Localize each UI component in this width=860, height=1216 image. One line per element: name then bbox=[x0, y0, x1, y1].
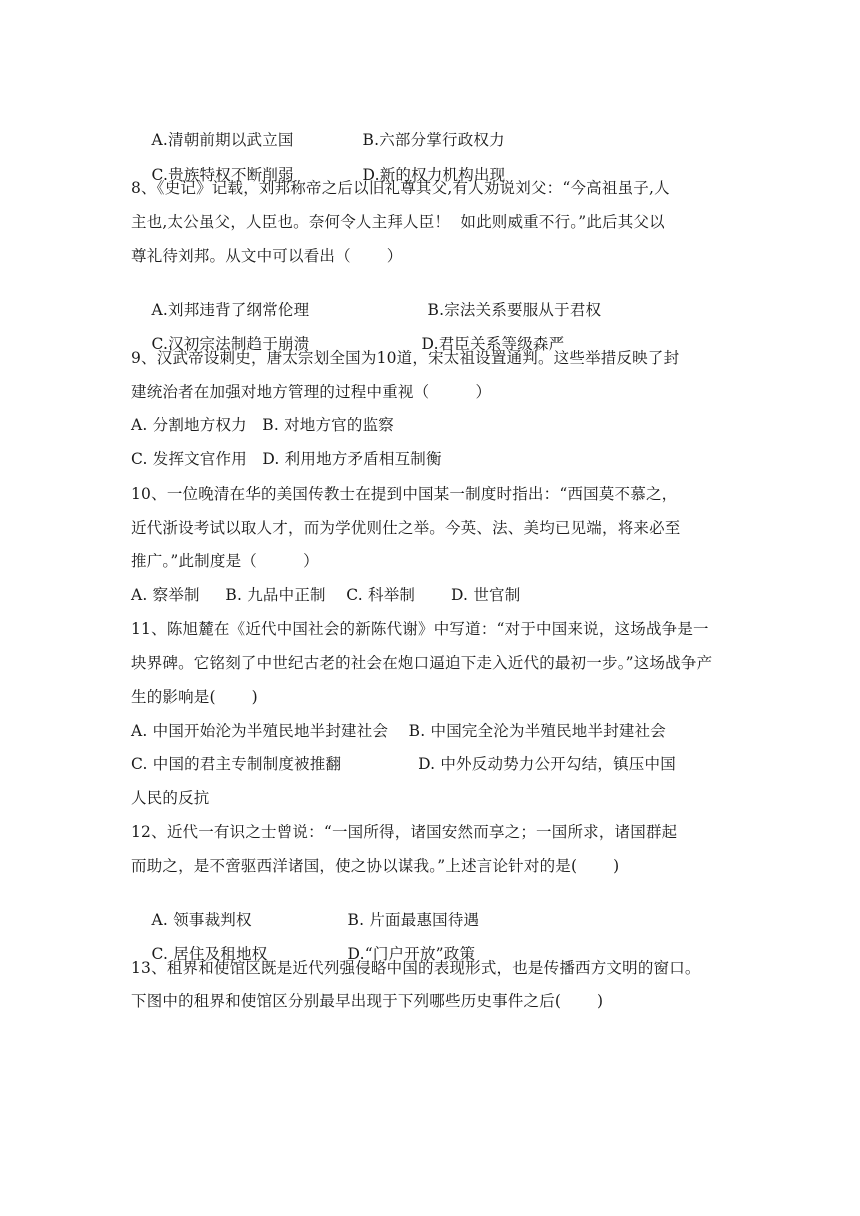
q7-option-a: A.清朝前期以武立国 bbox=[151, 131, 294, 149]
q12-stem-line: 12、近代一有识之士曾说：“一国所得，诸国安然而享之；一国所求，诸国群起 bbox=[131, 823, 678, 841]
q7-option-b: B.六部分掌行政权力 bbox=[362, 131, 505, 149]
q12-option-c: C. 居住及租地权 bbox=[151, 945, 268, 963]
q9-stem-line: 建统治者在加强对地方管理的过程中重视（ ） bbox=[131, 383, 492, 401]
q11-options-row-1: A. 中国开始沦为半殖民地半封建社会 B. 中国完全沦为半殖民地半封建社会 bbox=[131, 722, 667, 740]
q8-option-a: A.刘邦违背了纲常伦理 bbox=[151, 301, 310, 319]
q10-stem-line: 近代浙设考试以取人才，而为学优则仕之举。今英、法、美均已见端，将来必至 bbox=[131, 519, 681, 537]
q10-options-row: A. 察举制 B. 九品中正制 C. 科举制 D. 世官制 bbox=[131, 586, 521, 604]
q9-options-row-2: C. 发挥文官作用 D. 利用地方矛盾相互制衡 bbox=[131, 450, 442, 468]
q13-stem-line: 13、租界和使馆区既是近代列强侵略中国的表现形式，也是传播西方文明的窗口。 bbox=[131, 959, 701, 977]
q12-option-a: A. 领事裁判权 bbox=[151, 911, 252, 929]
q7-option-c: C.贵族特权不断削弱 bbox=[151, 166, 294, 184]
q9-options-row-1: A. 分割地方权力 B. 对地方官的监察 bbox=[131, 416, 394, 434]
q11-stem-line: 块界碑。它铭刻了中世纪古老的社会在炮口逼迫下走入近代的最初一步。”这场战争产 bbox=[131, 654, 713, 672]
q10-stem-line: 10、一位晚清在华的美国传教士在提到中国某一制度时指出：“西国莫不慕之， bbox=[131, 485, 678, 503]
q11-option-d-continuation: 人民的反抗 bbox=[131, 789, 210, 807]
q12-option-b: B. 片面最惠国待遇 bbox=[347, 911, 480, 929]
q11-stem-line: 11、陈旭麓在《近代中国社会的新陈代谢》中写道：“对于中国来说，这场战争是一 bbox=[131, 620, 709, 638]
q12-stem-line: 而助之，是不啻驱西洋诸国，使之协以谋我。”上述言论针对的是( ) bbox=[131, 857, 620, 875]
q7-option-d: D.新的权力机构出现 bbox=[362, 166, 506, 184]
q11-stem-line: 生的影响是( ) bbox=[131, 688, 258, 706]
q8-stem-line: 主也,太公虽父，人臣也。奈何令人主拜人臣！ 如此则威重不行。”此后其父以 bbox=[131, 213, 665, 231]
q8-stem-line: 8、《史记》记载，刘邦称帝之后以旧礼尊其父,有人劝说刘父：“今高祖虽子,人 bbox=[131, 179, 670, 197]
q9-stem-line: 9、汉武帝设刺史，唐太宗划全国为10道，宋太祖设置通判。这些举措反映了封 bbox=[131, 349, 680, 367]
q12-option-d: D.“门户开放”政策 bbox=[347, 945, 476, 963]
q8-option-b: B.宗法关系要服从于君权 bbox=[427, 301, 602, 319]
q8-option-d: D.君臣关系等级森严 bbox=[421, 335, 565, 353]
q8-stem-line: 尊礼待刘邦。从文中可以看出（ ） bbox=[131, 247, 403, 265]
q8-option-c: C.汉初宗法制趋于崩溃 bbox=[151, 335, 310, 353]
q10-stem-line: 推广。”此制度是（ ） bbox=[131, 552, 319, 570]
q13-stem-line: 下图中的租界和使馆区分别最早出现于下列哪些历史事件之后( ) bbox=[131, 992, 604, 1010]
q11-options-row-2: C. 中国的君主专制制度被推翻 D. 中外反动势力公开勾结，镇压中国 bbox=[131, 755, 676, 773]
